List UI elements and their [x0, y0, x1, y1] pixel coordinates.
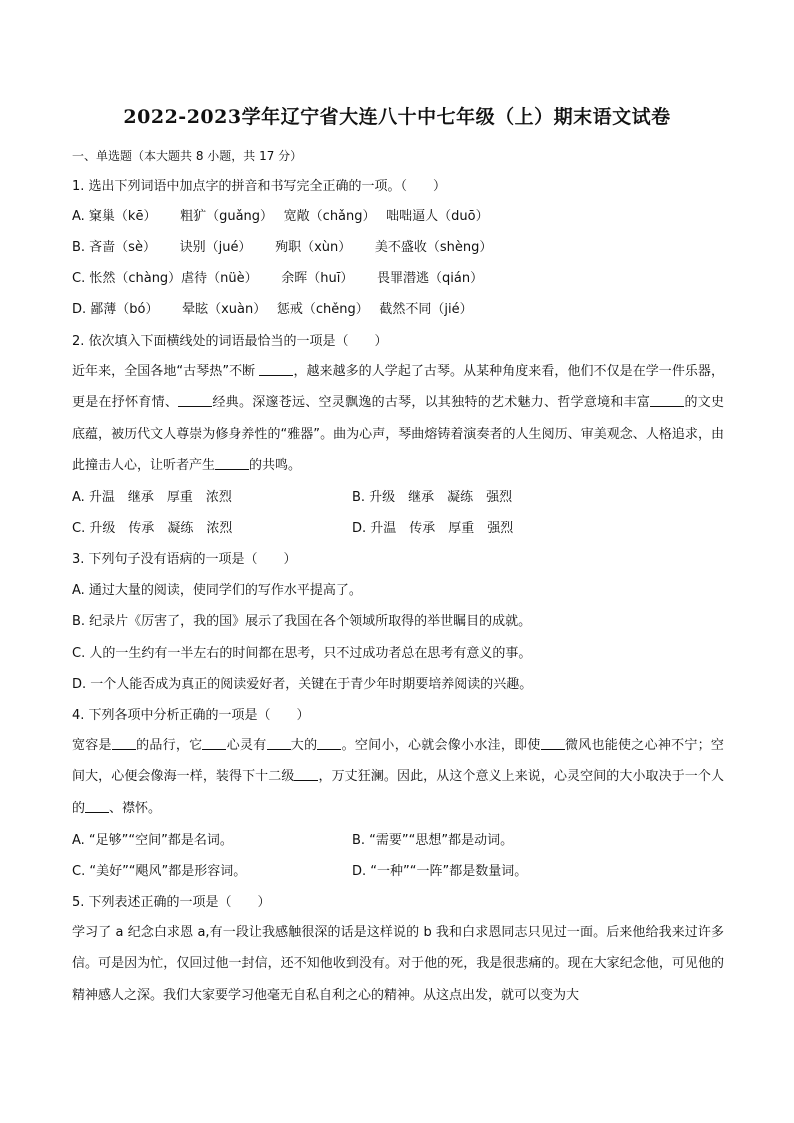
fill-blank	[267, 735, 291, 750]
passage-text: 。空间小，心就会像小水洼，即使	[341, 738, 541, 753]
passage-text: 经典。深邃苍远、空灵飘逸的古琴，以其独特的艺术魅力、哲学意境和丰富	[212, 395, 651, 411]
question-3-option-a: A. 通过大量的阅读，使同学们的写作水平提高了。	[72, 583, 362, 598]
question-2-option-a: A. 升温 继承 厚重 浓烈	[72, 490, 232, 505]
question-5-stem: 5. 下列表述正确的一项是（ ）	[72, 895, 271, 910]
passage-text: 的品行，它	[135, 738, 203, 753]
fill-blank	[317, 735, 341, 750]
fill-blank	[178, 392, 212, 407]
fill-blank	[202, 735, 226, 750]
question-1-option-d: D. 鄙薄（bó） 晕眩（xuàn） 惩戒（chěng） 截然不同（jié）	[72, 302, 473, 317]
question-1-option-a: A. 窠巢（kē） 粗犷（guǎng） 宽敞（chǎng） 咄咄逼人（duō）	[72, 209, 489, 224]
passage-text: ，越来越多的人学起了古琴。从某种角度来看，他们不仅是在学一件乐器，更是在抒怀育情、	[72, 364, 724, 411]
question-3-stem: 3. 下列句子没有语病的一项是（ ）	[72, 552, 297, 567]
exam-title: 2022-2023学年辽宁省大连八十中七年级（上）期末语文试卷	[123, 106, 671, 128]
passage-text: 微风也能使之心神不宁；空间大，心便会像海一样，装得下十二级	[72, 738, 724, 785]
passage-text: ，万丈狂澜。因此，从这个意义上来说，心灵空间的大小取决于一个人的	[72, 769, 724, 816]
question-1-option-c: C. 怅然（chàng）虐待（nüè） 余晖（huī） 畏罪潜逃（qián）	[72, 271, 484, 286]
passage-text: 的文史底蕴，被历代文人尊崇为修身养性的“雅器”。曲为心声，琴曲熔铸着演奏者的人生阅历、审美观念、人格追求，由此撞击人心，让听者产生	[72, 395, 724, 473]
passage-text: 、襟怀。	[109, 800, 162, 816]
question-4-option-c: C. “美好”“飓风”都是形容词。	[72, 864, 247, 879]
fill-blank	[85, 798, 109, 813]
question-3-option-c: C. 人的一生约有一半左右的时间都在思考，只不过成功者总在思考有意义的事。	[72, 646, 532, 661]
passage-text: 的共鸣。	[249, 457, 302, 473]
fill-blank	[541, 735, 565, 750]
passage-text: 宽容是	[72, 738, 112, 753]
fill-blank	[650, 392, 684, 407]
question-4-passage	[72, 730, 724, 824]
fill-blank	[112, 735, 136, 750]
question-4-option-b: B. “需要”“思想”都是动词。	[352, 833, 514, 848]
passage-text: 心灵有	[226, 738, 267, 753]
fill-blank	[215, 455, 249, 470]
section-heading: 一、单选题（本大题共 8 小题，共 17 分）	[72, 149, 303, 163]
question-5-passage: 学习了 a 纪念白求恩 a,有一段让我感触很深的话是这样说的 b 我和白求恩同志只见过一面。后来他给我来过许多信。可是因为忙，仅回过他一封信，还不知他收到没有。对于他的死，我是很悲痛的。现在大家纪念他，可见他的精神感人之深。我们大家要学习他毫无自私自利之心的精神。从这点出发，就可以变为大	[72, 925, 724, 1003]
passage-text: 大的	[290, 738, 318, 753]
fill-blank	[294, 766, 318, 781]
question-4-option-d: D. “一种”“一阵”都是数量词。	[352, 864, 528, 879]
question-4-option-a: A. “足够”“空间”都是名词。	[72, 833, 233, 848]
question-2-stem: 2. 依次填入下面横线处的词语最恰当的一项是（ ）	[72, 334, 388, 349]
fill-blank	[259, 361, 293, 376]
question-2-option-c: C. 升级 传承 凝练 浓烈	[72, 521, 233, 536]
question-3-option-d: D. 一个人能否成为真正的阅读爱好者，关键在于青少年时期要培养阅读的兴趣。	[72, 677, 533, 692]
question-2-passage	[72, 356, 724, 481]
question-1-option-b: B. 吝啬（sè） 诀别（jué） 殉职（xùn） 美不盛收（shèng）	[72, 240, 493, 255]
question-2-option-d: D. 升温 传承 厚重 强烈	[352, 521, 514, 536]
question-3-option-b: B. 纪录片《厉害了，我的国》展示了我国在各个领域所取得的举世瞩目的成就。	[72, 614, 532, 629]
question-1-stem: 1. 选出下列词语中加点字的拼音和书写完全正确的一项。（ ）	[72, 179, 447, 194]
passage-text: 近年来，全国各地“古琴热”不断	[72, 364, 256, 379]
question-2-option-b: B. 升级 继承 凝练 强烈	[352, 490, 513, 505]
question-4-stem: 4. 下列各项中分析正确的一项是（ ）	[72, 708, 310, 723]
